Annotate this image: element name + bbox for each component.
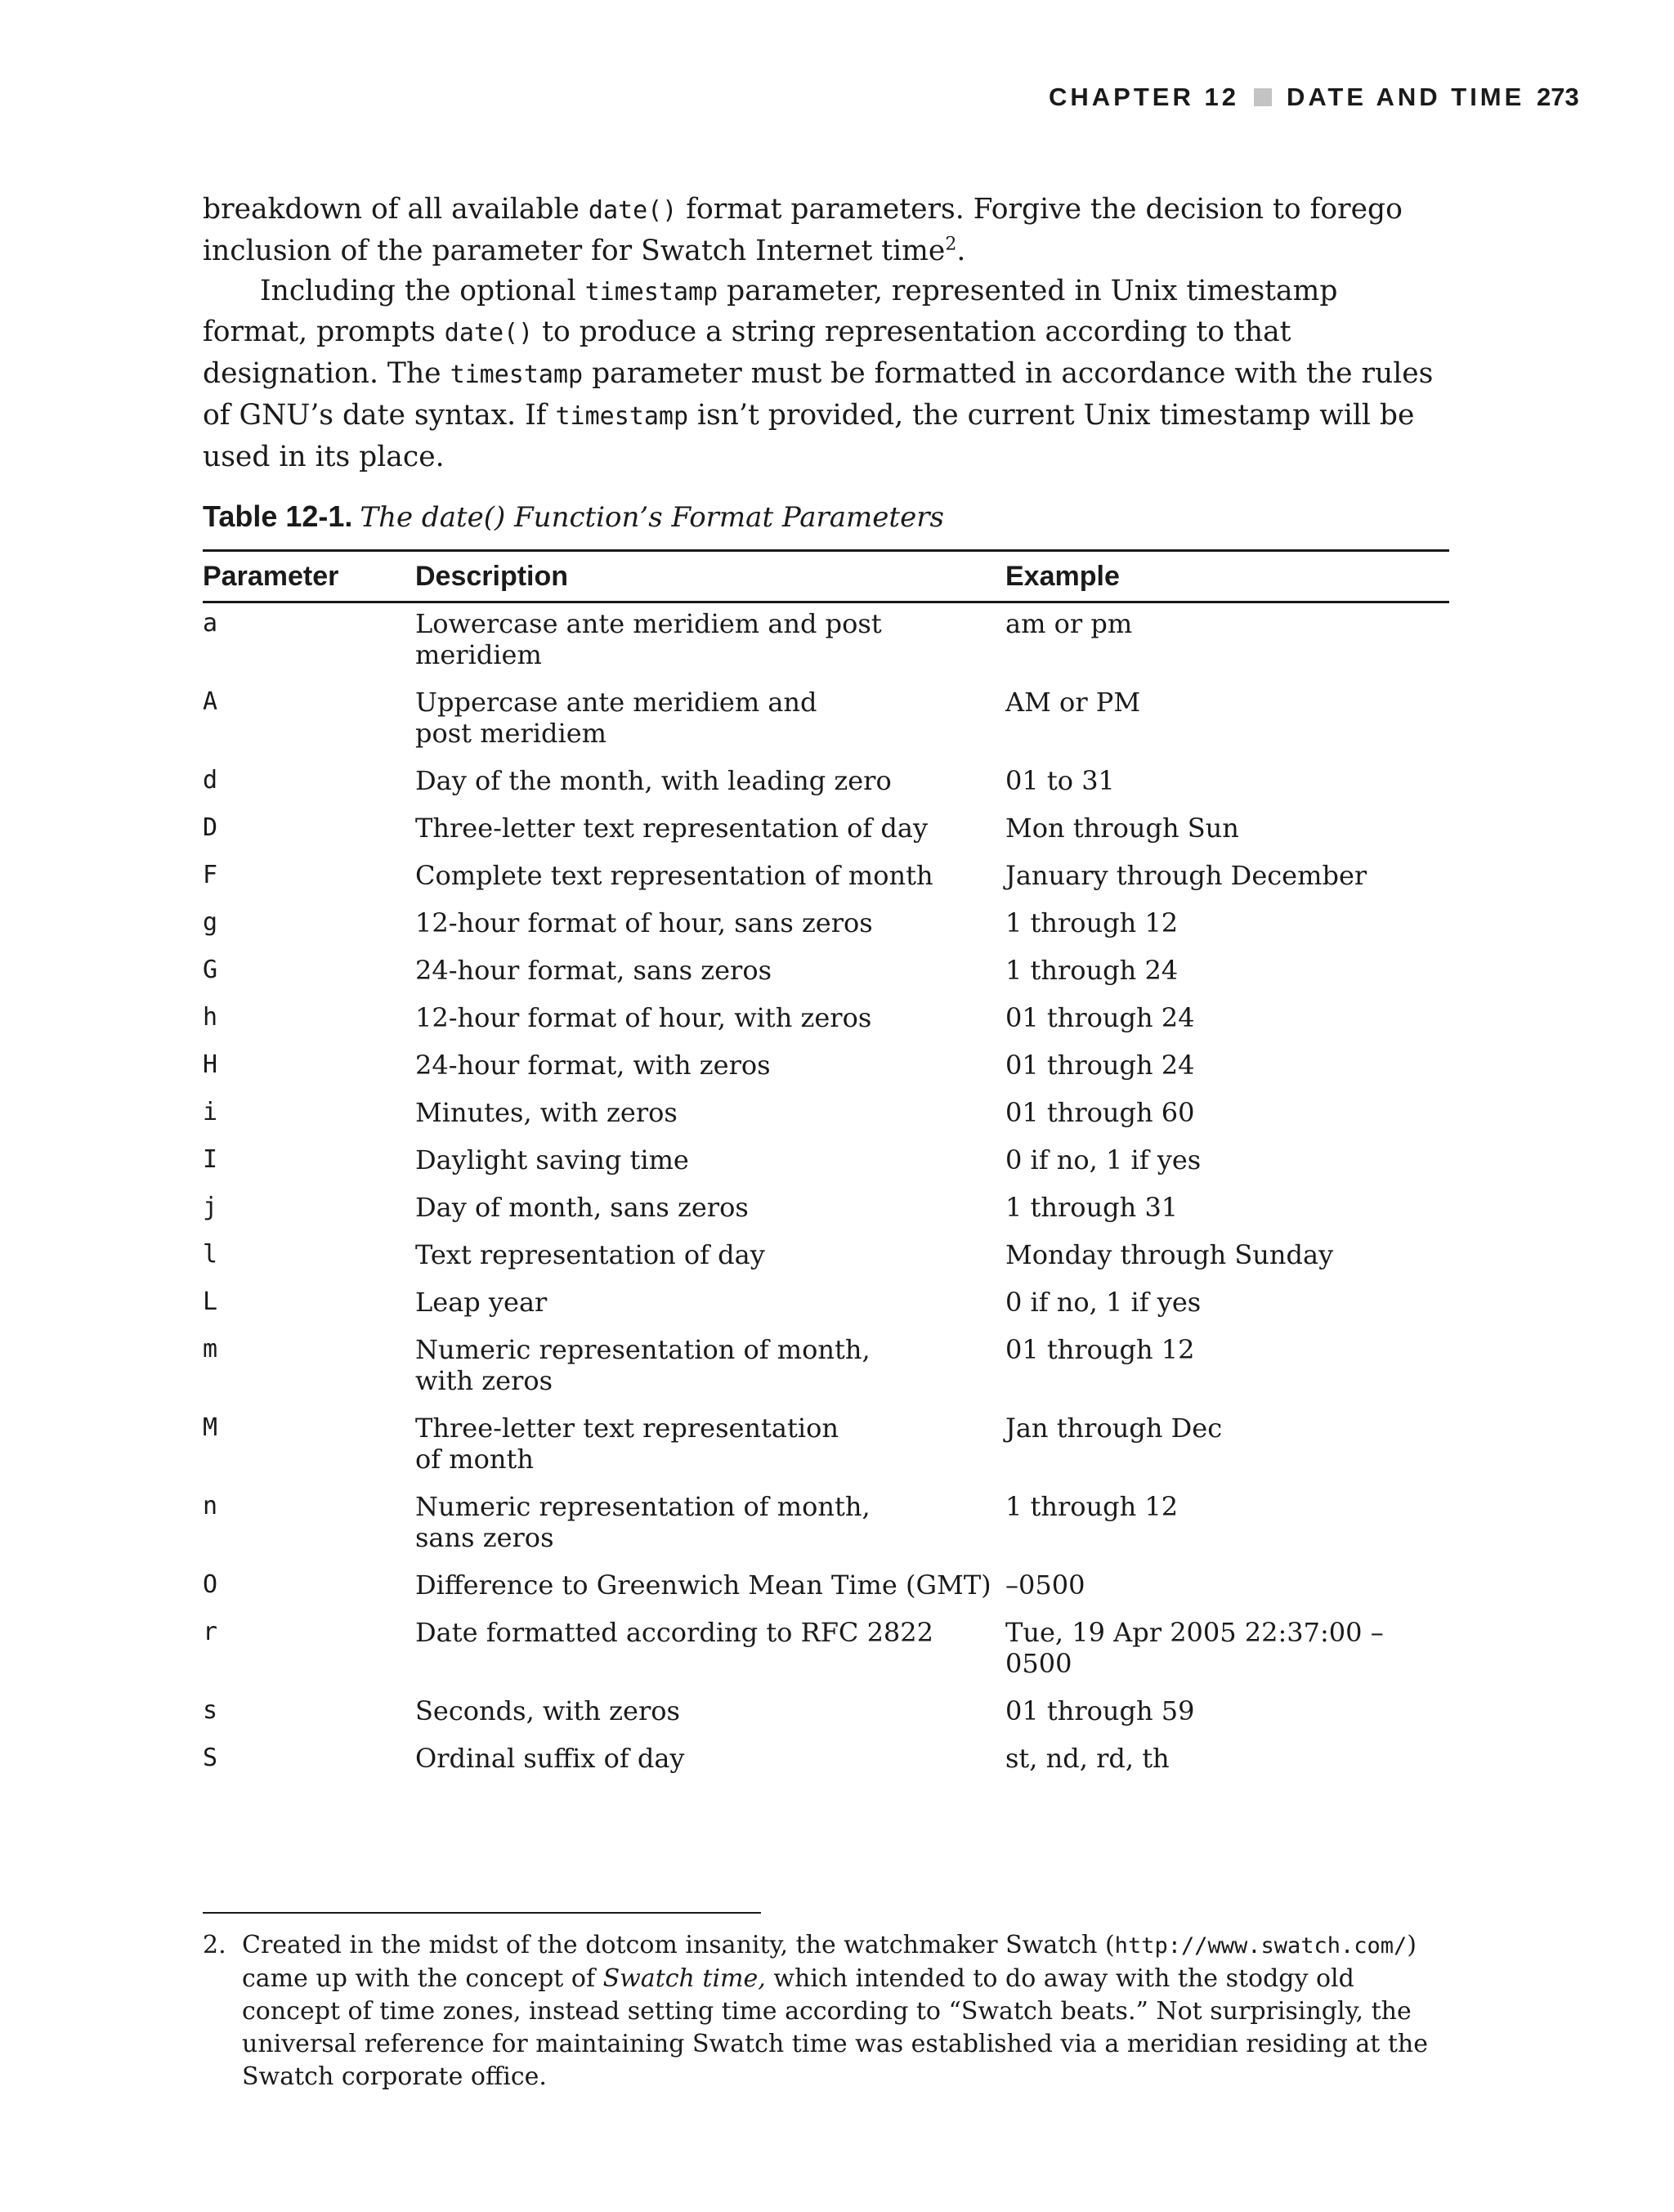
table-row <box>203 682 1449 760</box>
description-cell: Date formatted according to RFC 2822 <box>415 1617 933 1648</box>
table-row <box>203 855 1449 902</box>
table-row <box>203 1092 1449 1140</box>
table-caption-label: Table 12-1. <box>203 499 353 533</box>
param-cell: h <box>203 1003 218 1032</box>
table-row <box>203 1738 1449 1785</box>
text-run: Including the optional <box>260 274 585 307</box>
example-cell: 01 to 31 <box>1005 765 1115 796</box>
table-row <box>203 760 1449 808</box>
text-run: . <box>956 234 966 267</box>
footnote-body <box>242 1929 1449 2093</box>
footnote <box>203 1929 1449 2093</box>
description-cell: Daylight saving time <box>415 1144 689 1175</box>
example-cell: 1 through 12 <box>1005 1491 1179 1522</box>
table-row <box>203 997 1449 1045</box>
description-cell: Numeric representation of month, sans zeros <box>415 1491 871 1553</box>
paragraph-1 <box>203 190 1449 271</box>
text-run: parameter, represented in Unix timestamp format, prompts <box>203 274 1338 349</box>
example-cell: 01 through 12 <box>1005 1334 1195 1365</box>
example-cell: am or pm <box>1005 608 1133 639</box>
paragraph-2 <box>203 271 1449 477</box>
description-cell: 24-hour format, sans zeros <box>415 955 772 986</box>
example-cell: Tue, 19 Apr 2005 22:37:00 –0500 <box>1005 1617 1384 1679</box>
param-cell: S <box>203 1744 218 1772</box>
param-cell: L <box>203 1287 218 1316</box>
body-text <box>203 190 1449 477</box>
table-row <box>203 1045 1449 1092</box>
example-cell: 01 through 60 <box>1005 1097 1195 1128</box>
emphasis: Swatch time, <box>602 1964 766 1993</box>
description-cell: 12-hour format of hour, sans zeros <box>415 907 873 938</box>
inline-code: timestamp <box>555 401 689 431</box>
description-cell: Minutes, with zeros <box>415 1097 678 1128</box>
description-cell: Difference to Greenwich Mean Time (GMT) <box>415 1569 991 1601</box>
param-cell: d <box>203 766 218 795</box>
example-cell: 0 if no, 1 if yes <box>1005 1144 1202 1175</box>
param-cell: n <box>203 1492 218 1520</box>
text-run: to produce a string representation according to that designation. The <box>203 316 1291 391</box>
table-row <box>203 1329 1449 1408</box>
inline-code: timestamp <box>584 277 718 307</box>
param-cell: l <box>203 1240 218 1269</box>
footnote-number: 2. <box>203 1931 226 1959</box>
text-run: isn’t provided, the current Unix timestamp will be used in its place. <box>203 398 1415 473</box>
description-cell: Three-letter text representation of day <box>415 813 929 844</box>
table-row <box>203 602 1449 683</box>
description-cell: Leap year <box>415 1287 548 1318</box>
footnote-url: http://www.swatch.com/ <box>1114 1933 1408 1959</box>
table-row <box>203 950 1449 997</box>
table-row <box>203 1187 1449 1234</box>
description-cell: 24-hour format, with zeros <box>415 1050 771 1081</box>
example-cell: –0500 <box>1005 1569 1085 1601</box>
table-row <box>203 1408 1449 1486</box>
example-cell: 1 through 31 <box>1005 1192 1179 1223</box>
param-cell: H <box>203 1050 218 1079</box>
example-cell: 1 through 12 <box>1005 907 1179 938</box>
table-row <box>203 1140 1449 1187</box>
example-cell: 1 through 24 <box>1005 955 1179 986</box>
footnote-ref: 2 <box>945 234 957 255</box>
table-row <box>203 808 1449 855</box>
example-cell: st, nd, rd, th <box>1005 1743 1170 1774</box>
param-cell: O <box>203 1570 218 1599</box>
text-run: parameter must be formatted in accordance with the rules of GNU’s date syntax. If <box>203 357 1434 432</box>
footnote-rule <box>203 1912 761 1914</box>
param-cell: M <box>203 1413 218 1442</box>
param-cell: G <box>203 956 218 984</box>
table-body <box>203 602 1449 1786</box>
table-row <box>203 902 1449 950</box>
param-cell: D <box>203 813 218 842</box>
table-row <box>203 1486 1449 1565</box>
example-cell: Jan through Dec <box>1005 1413 1223 1444</box>
text-run: which intended to do away with the stodgy old concept of time zones, instead setting time according to “Swatch beats.” Not surprisingly, the universal reference for maintaining Swatch time was established via a meridian residing at the Swatch corporate office. <box>242 1964 1428 2091</box>
square-separator-icon <box>1254 88 1272 106</box>
table-caption-title: The date() Function’s Format Parameters <box>360 501 944 534</box>
example-cell: 01 through 24 <box>1005 1050 1195 1081</box>
example-cell: Monday through Sunday <box>1005 1239 1334 1270</box>
description-cell: Day of the month, with leading zero <box>415 765 892 796</box>
param-cell: s <box>203 1696 218 1725</box>
description-cell: Complete text representation of month <box>415 860 933 891</box>
description-cell: Text representation of day <box>415 1239 765 1270</box>
description-cell: Three-letter text representation of month <box>415 1413 839 1475</box>
table-header-row <box>203 551 1449 602</box>
param-cell: I <box>203 1145 218 1174</box>
table-row <box>203 1282 1449 1329</box>
description-cell: Seconds, with zeros <box>415 1695 680 1726</box>
chapter-label: CHAPTER 12 <box>1049 83 1239 111</box>
inline-code: timestamp <box>450 360 584 390</box>
section-label: DATE AND TIME <box>1286 83 1525 111</box>
param-cell: r <box>203 1618 218 1646</box>
param-cell: F <box>203 861 218 889</box>
description-cell: Lowercase ante meridiem and post meridiem <box>415 608 882 670</box>
description-cell: Uppercase ante meridiem and post meridiem <box>415 687 817 749</box>
format-parameters-table <box>203 549 1449 1785</box>
param-cell: i <box>203 1098 218 1126</box>
description-cell: Day of month, sans zeros <box>415 1192 749 1223</box>
table-row <box>203 1690 1449 1738</box>
text-run: format parameters. Forgive the decision to forego inclusion of the parameter for Swatch Internet time <box>203 193 1403 267</box>
table-row <box>203 1234 1449 1282</box>
table-row <box>203 1612 1449 1690</box>
page-number: 273 <box>1537 83 1579 111</box>
param-cell: j <box>203 1193 218 1221</box>
description-cell: 12-hour format of hour, with zeros <box>415 1002 872 1033</box>
text-run: Created in the midst of the dotcom insanity, the watchmaker Swatch ( <box>242 1931 1115 1959</box>
running-head <box>1049 83 1524 112</box>
table-caption <box>203 499 944 535</box>
column-header-description: Description <box>415 551 1005 602</box>
inline-code: date() <box>444 319 534 348</box>
table-row <box>203 1565 1449 1612</box>
text-run: ) came up with the concept of <box>242 1931 1417 1993</box>
example-cell: January through December <box>1005 860 1367 891</box>
description-cell: Numeric representation of month, with zeros <box>415 1334 871 1396</box>
column-header-example: Example <box>1005 551 1449 602</box>
example-cell: Mon through Sun <box>1005 813 1239 844</box>
column-header-parameter: Parameter <box>203 551 415 602</box>
example-cell: 0 if no, 1 if yes <box>1005 1287 1202 1318</box>
example-cell: 01 through 24 <box>1005 1002 1195 1033</box>
param-cell: m <box>203 1335 218 1363</box>
example-cell: AM or PM <box>1005 687 1141 718</box>
param-cell: a <box>203 609 218 638</box>
text-run: breakdown of all available <box>203 193 589 226</box>
example-cell: 01 through 59 <box>1005 1695 1195 1726</box>
param-cell: g <box>203 908 218 937</box>
description-cell: Ordinal suffix of day <box>415 1743 685 1774</box>
param-cell: A <box>203 687 218 716</box>
inline-code: date() <box>588 196 678 225</box>
